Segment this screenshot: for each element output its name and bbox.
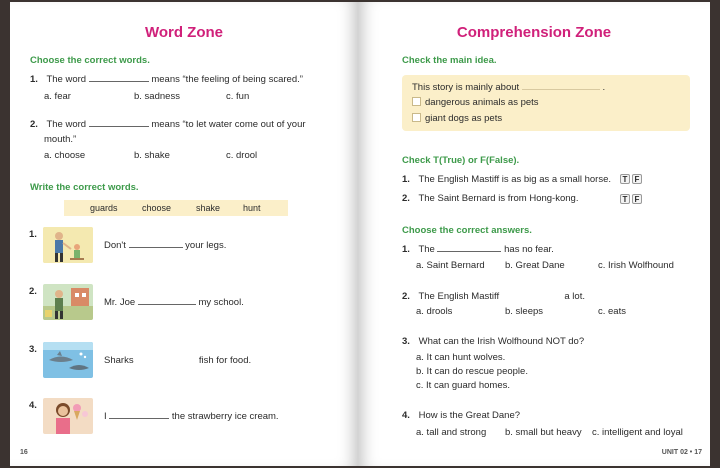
right-page bbox=[358, 2, 710, 466]
answer-question-4: 4. How is the Great Dane? bbox=[402, 410, 521, 421]
word-bank-item: choose bbox=[142, 203, 172, 213]
answer-question-3: 3. What can the Irish Wolfhound NOT do? bbox=[402, 336, 585, 347]
option-a[interactable]: a. tall and strong bbox=[416, 427, 487, 438]
true-false-heading: Check T(True) or F(False). bbox=[402, 155, 520, 166]
tf-statement-2: 2. The Saint Bernard is from Hong-kong. bbox=[402, 193, 579, 204]
word-question-2: 2. The word means “to let water come out of your mouth.” bbox=[30, 119, 306, 145]
option-c[interactable]: c. eats bbox=[598, 306, 626, 317]
word-question-1: 1. The word means “the feeling of being scared.” bbox=[30, 74, 303, 85]
false-box[interactable]: F bbox=[632, 194, 642, 204]
option-a[interactable]: a. fear bbox=[44, 91, 71, 102]
fill-sentence-1: Don't your legs. bbox=[104, 240, 227, 251]
option-a[interactable]: a. It can hunt wolves. bbox=[416, 352, 506, 363]
word-bank-item: shake bbox=[196, 203, 221, 213]
tf-boxes-2 bbox=[620, 194, 644, 204]
option-c[interactable]: c. intelligent and loyal bbox=[592, 427, 683, 438]
option-c[interactable]: c. drool bbox=[226, 150, 258, 161]
page-footer: UNIT 02 • 17 bbox=[661, 449, 702, 456]
option-a[interactable]: a. choose bbox=[44, 150, 86, 161]
write-words-heading: Write the correct words. bbox=[30, 182, 139, 193]
comprehension-zone-title: Comprehension Zone bbox=[456, 24, 612, 41]
main-idea-heading: Check the main idea. bbox=[402, 55, 497, 66]
word-bank-item: guards bbox=[90, 203, 118, 213]
option-b[interactable]: b. It can do rescue people. bbox=[416, 366, 528, 377]
man-pointing-picture bbox=[43, 227, 93, 263]
girl-ice-cream-picture bbox=[43, 398, 93, 434]
correct-answers-heading: Choose the correct answers. bbox=[402, 225, 532, 236]
word-zone-title: Word Zone bbox=[144, 24, 224, 41]
fill-sentence-2: Mr. Joe my school. bbox=[104, 297, 244, 308]
item-number: 2. bbox=[29, 286, 37, 297]
true-box[interactable]: T bbox=[620, 174, 630, 184]
main-idea-stem: This story is mainly about . bbox=[412, 82, 606, 93]
item-number: 1. bbox=[29, 229, 37, 240]
option-b[interactable]: b. sadness bbox=[134, 91, 180, 102]
item-number: 3. bbox=[29, 344, 37, 355]
option-c[interactable]: c. Irish Wolfhound bbox=[598, 260, 674, 271]
option-b[interactable]: b. sleeps bbox=[505, 306, 544, 317]
fill-sentence-3: Sharks fish for food. bbox=[104, 355, 252, 366]
answer-question-2: 2. The English Mastiff a lot. bbox=[402, 291, 585, 302]
main-idea-choice-1[interactable]: dangerous animals as pets bbox=[412, 97, 539, 108]
option-a[interactable]: a. Saint Bernard bbox=[416, 260, 485, 271]
option-c[interactable]: c. It can guard homes. bbox=[416, 380, 510, 391]
main-idea-choice-2[interactable]: giant dogs as pets bbox=[412, 113, 502, 124]
item-number: 4. bbox=[29, 400, 37, 411]
left-page bbox=[10, 2, 358, 466]
tf-boxes-1 bbox=[620, 174, 644, 184]
main-idea-box bbox=[402, 75, 690, 131]
guard-at-school-picture bbox=[43, 284, 93, 320]
word-bank-item: hunt bbox=[243, 203, 261, 213]
checkbox[interactable] bbox=[412, 97, 421, 106]
checkbox[interactable] bbox=[412, 113, 421, 122]
option-b[interactable]: b. Great Dane bbox=[505, 260, 565, 271]
true-box[interactable]: T bbox=[620, 194, 630, 204]
tf-statement-1: 1. The English Mastiff is as big as a small horse. bbox=[402, 174, 612, 185]
option-b[interactable]: b. shake bbox=[134, 150, 170, 161]
fill-sentence-4: I the strawberry ice cream. bbox=[104, 411, 279, 422]
choose-words-heading: Choose the correct words. bbox=[30, 55, 150, 66]
false-box[interactable]: F bbox=[632, 174, 642, 184]
option-b[interactable]: b. small but heavy bbox=[505, 427, 582, 438]
answer-question-1: 1. The has no fear. bbox=[402, 244, 554, 255]
sharks-picture bbox=[43, 342, 93, 378]
option-c[interactable]: c. fun bbox=[226, 91, 250, 102]
word-bank bbox=[64, 200, 288, 216]
option-a[interactable]: a. drools bbox=[416, 306, 453, 317]
page-number: 16 bbox=[20, 449, 28, 456]
